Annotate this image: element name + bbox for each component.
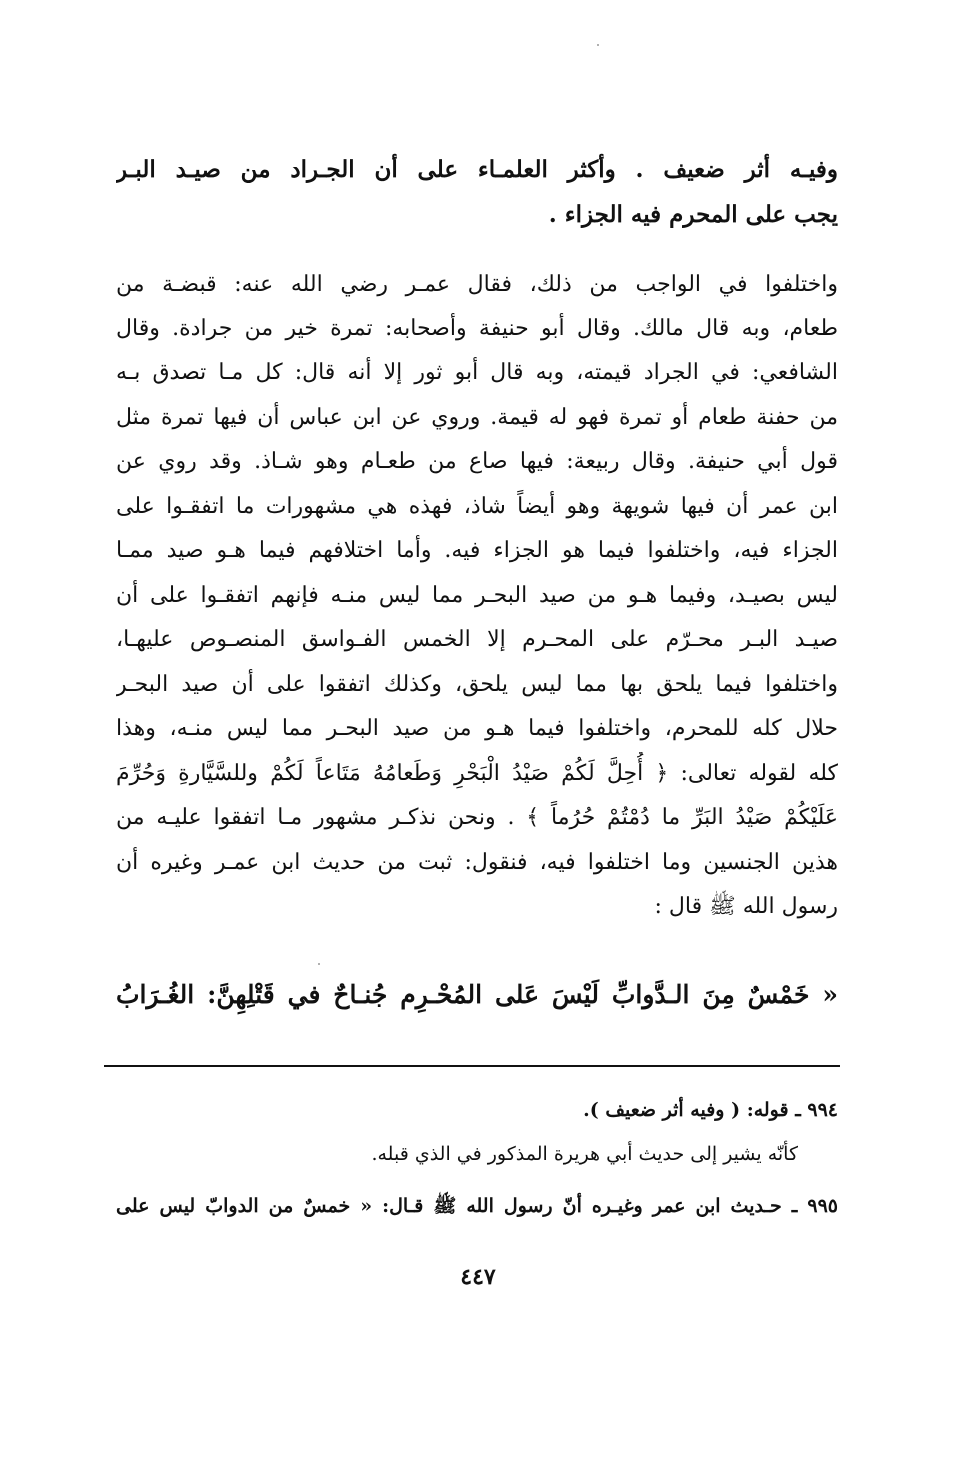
- body-line-2: طعام، وبه قال مالك. وقال أبو حنيفة وأصحابه: تمرة خير من جرادة. وقال: [116, 316, 838, 341]
- footnote-994-body: كأنّه يشير إلى حديث أبي هريرة المذكور في الذي قبله.: [371, 1143, 798, 1165]
- body-line-10: واختلفوا فيما يلحق بها مما ليس يلحق، وكذلك اتفقوا على أن صيد البحـر: [116, 672, 838, 697]
- footnote-995: ٩٩٥ ـ حـديث ابن عمر وغيـره أنّ رسول الله ﷺ قـال: « خمسٌ من الدوابّ ليس على: [116, 1195, 838, 1217]
- body-line-11: حلال كله للمحرم، واختلفوا فيما هـو من صيد البحـر مما ليس منـه، وهذا: [116, 716, 838, 741]
- body-line-8: ليس بصيـد، وفيما هـو من صيد البحـر مما ليس منـه فإنهم اتفقـوا على أن: [116, 583, 838, 608]
- body-line-9: صيـد البـر محـرّم على المحـرم إلا الخمس الفـواسق المنصـوص عليهـا،: [116, 627, 838, 652]
- footnote-separator: [104, 1065, 840, 1067]
- scan-speck: [318, 963, 320, 965]
- body-line-4: من حفنة طعام أو تمرة فهو له قيمة. وروي عن ابن عباس أن فيها تمرة مثل: [116, 405, 838, 430]
- top-passage-line-1: وفيـه أثر ضعيف . وأكثر العلمـاء على أن الجـراد من صيـد البـر: [116, 156, 838, 183]
- body-line-3: الشافعي: في الجراد قيمته، وبه قال أبو ثور إلا أنه قال: كل مـا تصدق بـه: [116, 360, 838, 385]
- page-number: ٤٤٧: [460, 1264, 496, 1290]
- body-line-6: ابن عمر أن فيها شويهة وهو أيضاً شاذ، فهذه هي مشهورات ما اتفقـوا على: [116, 494, 838, 519]
- body-line-12: كله لقوله تعالى: ﴿ أُحِلَّ لَكُمْ صَيْدُ الْبَحْرِ وَطَعامُهُ مَتَاعاً لَكُمْ وللسَّيَّارةِ وَحُرِّمَ: [116, 761, 838, 786]
- body-line-5: قول أبي حنيفة. وقال ربيعة: فيها صاع من طعـام وهو شـاذ. وقد روي عن: [116, 449, 838, 474]
- footnote-994-heading: ٩٩٤ ـ قوله: ( وفيه أثر ضعيف ).: [583, 1099, 838, 1121]
- hadith-line: « خَمْسٌ مِنَ الـدَّوابِّ لَيْسَ عَلى المُحْـرِم جُنـاحٌ في قَتْلِهِنَّ: الغُـرَابُ: [116, 980, 838, 1009]
- body-line-15: رسول الله ﷺ قال :: [654, 894, 838, 919]
- body-line-1: واختلفوا في الواجب من ذلك، فقال عمـر رضي الله عنه: قبضـة من: [116, 272, 838, 297]
- body-line-14: هذين الجنسين وما اختلفوا فيه، فنقول: ثبت من حديث ابن عمـر وغيره أن: [116, 850, 838, 875]
- scan-speck: [597, 44, 599, 46]
- body-line-7: الجزاء فيه، واختلفوا فيما هو الجزاء فيه. وأما اختلافهم فيما هـو صيد ممـا: [116, 538, 838, 563]
- body-line-13: عَلَيْكُمْ صَيْدُ البَرِّ ما دُمْتُمْ حُرُماً ﴾ . ونحن نذكـر مشهور مـا اتفقوا عليـه من: [116, 805, 838, 830]
- top-passage-line-2: يجب على المحرم فيه الجزاء .: [548, 201, 838, 228]
